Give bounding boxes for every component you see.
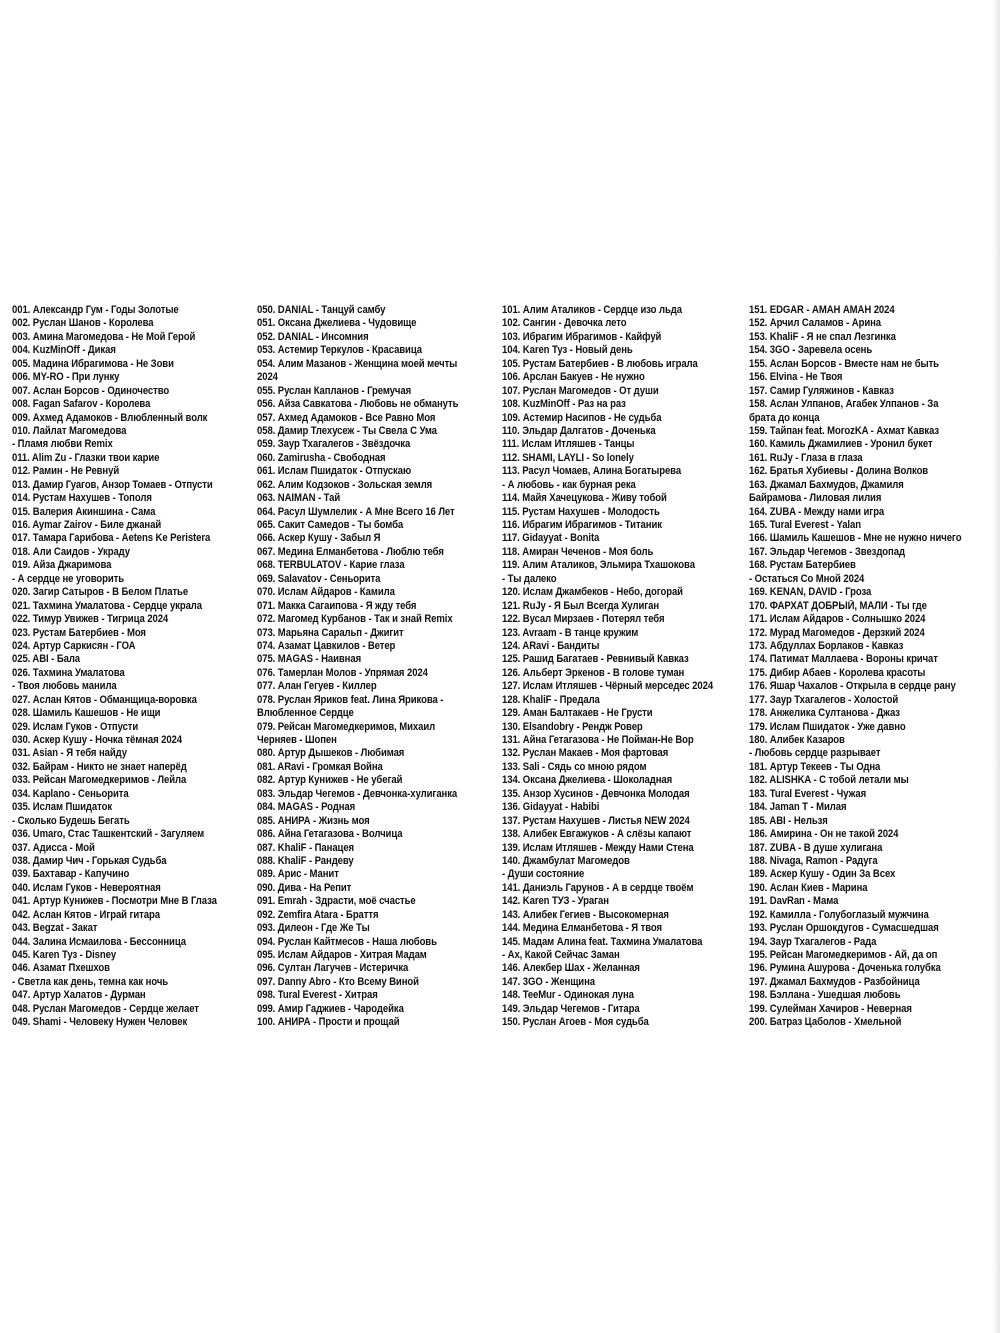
track-entry: 139. Ислам Итляшев - Между Нами Стена: [502, 841, 694, 854]
track-entry: 023. Рустам Батербиев - Моя: [12, 626, 146, 639]
track-entry: 176. Яшар Чахалов - Открыла в сердце рану: [749, 680, 956, 693]
track-entry: 100. АНИРА - Прости и прощай: [257, 1016, 400, 1029]
track-entry: 084. MAGAS - Родная: [257, 801, 356, 814]
track-entry: 129. Аман Балтакаев - Не Грусти: [502, 707, 653, 720]
track-entry: 183. Tural Everest - Чужая: [749, 787, 867, 800]
track-entry: 125. Рашид Багатаев - Ревнивый Кавказ: [502, 653, 689, 666]
track-entry: 200. Батраз Цаболов - Хмельной: [749, 1016, 902, 1029]
track-entry: - Любовь сердце разрывает: [749, 747, 881, 760]
track-entry: 175. Дибир Абаев - Королева красоты: [749, 666, 926, 679]
track-entry: 132. Руслан Макаев - Моя фартовая: [502, 747, 669, 760]
track-entry: 138. Алибек Евгажуков - А слёзы капают: [502, 828, 692, 841]
track-entry: 151. EDGAR - АМАН АМАН 2024: [749, 304, 895, 316]
track-entry: - Ах, Какой Сейчас Заман: [502, 949, 620, 961]
track-entry: 089. Арис - Манит: [257, 868, 339, 881]
track-entry: 106. Арслан Бакуев - Не нужно: [502, 371, 645, 384]
track-entry: 074. Азамат Цавкилов - Ветер: [257, 639, 396, 652]
track-entry: 083. Эльдар Чегемов - Девчонка-хулиганка: [257, 787, 458, 800]
track-entry: 104. Karen Туз - Новый день: [502, 344, 633, 357]
track-entry: 078. Руслан Яриков feat. Лина Ярикова -: [257, 693, 444, 706]
track-entry: 073. Марьяна Саральп - Джигит: [257, 626, 404, 639]
track-entry: 166. Шамиль Кашешов - Мне не нужно ничего: [749, 532, 962, 545]
track-entry: 040. Ислам Гуков - Невероятная: [12, 881, 161, 894]
track-entry: 037. Адисса - Мой: [12, 841, 95, 854]
track-entry: 109. Астемир Насипов - Не судьба: [502, 411, 662, 424]
track-entry: - Ты далеко: [502, 572, 557, 585]
track-entry: 161. RuJy - Глаза в глаза: [749, 451, 863, 464]
track-entry: 056. Айза Савкатова - Любовь не обмануть: [257, 398, 459, 411]
track-entry: 131. Айна Гетагазова - Не Пойман-Не Вор: [502, 734, 694, 746]
track-entry: 115. Рустам Нахушев - Молодость: [502, 505, 660, 518]
track-entry: 043. Begzat - Закат: [12, 922, 98, 935]
track-entry: 096. Султан Лагучев - Истеричка: [257, 962, 409, 975]
track-entry: 128. KhaliF - Предала: [502, 693, 600, 706]
track-entry: 092. Zemfira Atara - Браття: [257, 908, 379, 921]
track-entry: 157. Самир Гуляжинов - Кавказ: [749, 384, 894, 397]
track-entry: 181. Артур Текеев - Ты Одна: [749, 760, 881, 773]
track-entry: 018. Али Саидов - Украду: [12, 545, 130, 558]
track-entry: 102. Сангин - Девочка лето: [502, 317, 627, 330]
track-entry: 143. Алибек Гегиев - Высокомерная: [502, 908, 669, 921]
track-entry: 185. ABI - Нельзя: [749, 814, 828, 827]
track-entry: 099. Амир Гаджиев - Чародейка: [257, 1002, 404, 1015]
track-entry: 064. Расул Шумлелик - А Мне Всего 16 Лет: [257, 505, 455, 518]
track-entry: 057. Ахмед Адамоков - Все Равно Моя: [257, 411, 436, 424]
track-entry: 101. Алим Аталиков - Сердце изо льда: [502, 304, 682, 316]
track-entry: 164. ZUBA - Между нами игра: [749, 505, 885, 518]
track-entry: 116. Ибрагим Ибрагимов - Титаник: [502, 519, 662, 531]
track-entry: 150. Руслан Агоев - Моя судьба: [502, 1016, 649, 1029]
track-entry: - А сердце не уговорить: [12, 572, 124, 585]
track-entry: брата до конца: [749, 411, 820, 424]
track-entry: 028. Шамиль Кашешов - Не ищи: [12, 707, 161, 720]
track-entry: 046. Азамат Пхешхов: [12, 962, 110, 975]
track-entry: 172. Мурад Магомедов - Дерзкий 2024: [749, 626, 925, 639]
track-entry: 030. Аскер Кушу - Ночка тёмная 2024: [12, 734, 183, 746]
track-entry: 042. Аслан Кятов - Играй гитара: [12, 908, 160, 921]
track-entry: 137. Рустам Нахушев - Листья NEW 2024: [502, 814, 690, 827]
track-entry: 155. Аслан Борсов - Вместе нам не быть: [749, 357, 939, 370]
track-entry: 167. Эльдар Чегемов - Звездопад: [749, 545, 905, 558]
track-entry: 165. Tural Everest - Yalan: [749, 519, 861, 531]
track-entry: 193. Руслан Оршокдугов - Сумасшедшая: [749, 922, 939, 935]
track-entry: 075. MAGAS - Наивная: [257, 653, 362, 666]
track-entry: 197. Джамал Бахмудов - Разбойница: [749, 975, 920, 988]
track-entry: 055. Руслан Капланов - Гремучая: [257, 384, 412, 397]
track-entry: - Светла как день, темна как ночь: [12, 975, 169, 988]
track-entry: 066. Аскер Кушу - Забыл Я: [257, 532, 381, 545]
track-entry: 011. Alim Zu - Глазки твои карие: [12, 451, 160, 464]
track-entry: 119. Алим Аталиков, Эльмира Тхашокова: [502, 559, 695, 572]
track-entry: 031. Asian - Я тебя найду: [12, 747, 127, 760]
track-entry: 047. Артур Халатов - Дурман: [12, 989, 146, 1002]
track-entry: 059. Заур Тхагалегов - Звёздочка: [257, 438, 411, 451]
track-entry: 105. Рустам Батербиев - В любовь играла: [502, 357, 698, 370]
track-entry: Байрамова - Лиловая лилия: [749, 492, 882, 505]
track-entry: 070. Ислам Айдаров - Камила: [257, 586, 395, 599]
track-entry: 148. TeeMur - Одинокая луна: [502, 989, 634, 1002]
track-entry: 014. Рустам Нахушев - Тополя: [12, 492, 152, 505]
track-entry: 160. Камиль Джамилиев - Уронил букет: [749, 438, 933, 451]
track-entry: 133. Sali - Сядь со мною рядом: [502, 760, 647, 773]
track-entry: 194. Заур Тхагалегов - Рада: [749, 935, 877, 948]
track-entry: 081. ARavi - Громкая Война: [257, 760, 383, 773]
track-entry: 052. DANIAL - Инсомния: [257, 330, 369, 343]
track-entry: 053. Астемир Теркулов - Красавица: [257, 344, 422, 357]
track-entry: 001. Александр Гум - Годы Золотые: [12, 304, 179, 316]
track-entry: 117. Gidayyat - Bonita: [502, 532, 600, 545]
track-list: [12, 304, 992, 1044]
track-entry: 177. Заур Тхагалегов - Холостой: [749, 693, 899, 706]
track-entry: 113. Расул Чомаев, Алина Богатырева: [502, 465, 682, 478]
track-entry: 038. Дамир Чич - Горькая Судьба: [12, 854, 167, 867]
track-entry: 145. Мадам Алина feat. Тахмина Умалатова: [502, 935, 703, 948]
track-entry: 170. ФАРХАТ ДОБРЫЙ, МАЛИ - Ты где: [749, 599, 927, 612]
track-entry: 142. Karen ТУЗ - Ураган: [502, 895, 609, 908]
track-entry: 107. Руслан Магомедов - От души: [502, 384, 659, 397]
track-entry: 062. Алим Кодзоков - Зольская земля: [257, 478, 433, 491]
track-entry: 008. Fagan Safarov - Королева: [12, 398, 151, 411]
track-entry: - Пламя любви Remix: [12, 438, 113, 451]
track-entry: 171. Ислам Айдаров - Солнышко 2024: [749, 613, 926, 626]
track-entry: 051. Оксана Джелиева - Чудовище: [257, 317, 417, 330]
track-entry: 121. RuJy - Я Был Всегда Хулиган: [502, 599, 660, 612]
track-entry: - Твоя любовь манила: [12, 680, 117, 693]
track-entry: 120. Ислам Джамбеков - Небо, догорай: [502, 586, 683, 599]
track-entry: 017. Тамара Гарибова - Aetens Ke Peristera: [12, 532, 211, 545]
track-entry: 041. Артур Кунижев - Посмотри Мне В Глаза: [12, 895, 217, 908]
track-entry: 007. Аслан Борсов - Одиночество: [12, 384, 170, 397]
track-entry: 005. Мадина Ибрагимова - Не Зови: [12, 357, 174, 370]
track-entry: 010. Лайлат Магомедова: [12, 424, 127, 437]
track-entry: - А любовь - как бурная река: [502, 478, 636, 491]
track-entry: 035. Ислам Пшидаток: [12, 801, 113, 814]
track-entry: 002. Руслан Шанов - Королева: [12, 317, 154, 330]
track-entry: 045. Karen Туз - Disney: [12, 949, 117, 961]
track-entry: 144. Медина Елманбетова - Я твоя: [502, 922, 662, 935]
track-entry: 049. Shami - Человеку Нужен Человек: [12, 1016, 188, 1029]
track-entry: Влюбленное Сердце: [257, 707, 354, 720]
track-entry: 085. АНИРА - Жизнь моя: [257, 814, 370, 827]
track-entry: 169. KENAN, DAVID - Гроза: [749, 586, 872, 599]
track-entry: 068. TERBULATOV - Карие глаза: [257, 559, 405, 572]
track-entry: 032. Байрам - Никто не знает наперёд: [12, 760, 187, 773]
track-entry: 140. Джамбулат Магомедов: [502, 854, 630, 867]
track-entry: 108. KuzMinOff - Раз на раз: [502, 398, 626, 411]
scan-page-edge: [992, 0, 1000, 1333]
track-entry: 195. Рейсан Магомедкеримов - Ай, да оп: [749, 949, 938, 961]
track-entry: 025. ABI - Бала: [12, 653, 81, 666]
track-column-3: [502, 304, 744, 1030]
track-entry: 033. Рейсан Магомедкеримов - Лейла: [12, 774, 187, 787]
track-entry: 076. Тамерлан Молов - Упрямая 2024: [257, 666, 428, 679]
track-entry: 077. Алан Гегуев - Киллер: [257, 680, 377, 693]
track-entry: 065. Сакит Самедов - Ты бомба: [257, 519, 404, 531]
track-entry: 118. Амиран Чеченов - Моя боль: [502, 545, 654, 558]
track-entry: 186. Амирина - Он не такой 2024: [749, 828, 899, 841]
track-column-1: [12, 304, 254, 1030]
track-entry: 103. Ибрагим Ибрагимов - Кайфуй: [502, 330, 662, 343]
track-entry: 178. Анжелика Султанова - Джаз: [749, 707, 900, 720]
track-entry: 050. DANIAL - Танцуй самбу: [257, 304, 386, 316]
track-entry: 072. Магомед Курбанов - Так и знай Remix: [257, 613, 453, 626]
track-entry: 079. Рейсан Магомедкеримов, Михаил: [257, 720, 436, 733]
track-entry: 111. Ислам Итляшев - Танцы: [502, 438, 635, 451]
track-entry: 168. Рустам Батербиев: [749, 559, 856, 572]
track-entry: 088. KhaliF - Рандеву: [257, 854, 354, 867]
track-entry: 149. Эльдар Чегемов - Гитара: [502, 1002, 640, 1015]
track-entry: 048. Руслан Магомедов - Сердце желает: [12, 1002, 199, 1015]
track-entry: 013. Дамир Гуагов, Анзор Томаев - Отпусти: [12, 478, 213, 491]
track-entry: 123. Avraam - В танце кружим: [502, 626, 639, 639]
track-entry: 095. Ислам Айдаров - Хитрая Мадам: [257, 949, 427, 961]
track-entry: 061. Ислам Пшидаток - Отпускаю: [257, 465, 412, 478]
track-entry: 067. Медина Елманбетова - Люблю тебя: [257, 545, 444, 558]
track-entry: 093. Дилеон - Где Же Ты: [257, 922, 370, 935]
track-entry: 004. KuzMinOff - Дикая: [12, 344, 116, 357]
track-entry: 122. Вусал Мирзаев - Потерял тебя: [502, 613, 665, 626]
track-entry: 156. Elvina - Не Твоя: [749, 371, 843, 384]
track-entry: 029. Ислам Гуков - Отпусти: [12, 720, 139, 733]
track-entry: 198. Бэллана - Ушедшая любовь: [749, 989, 901, 1002]
track-entry: 190. Аслан Киев - Марина: [749, 881, 868, 894]
track-entry: 153. KhaliF - Я не спал Лезгинка: [749, 330, 896, 343]
track-entry: 158. Аслан Улпанов, Агабек Улпанов - За: [749, 398, 939, 411]
track-entry: 058. Дамир Тлехусеж - Ты Свела С Ума: [257, 424, 437, 437]
track-entry: 044. Залина Исмаилова - Бессонница: [12, 935, 186, 948]
track-entry: 020. Загир Сатыров - В Белом Платье: [12, 586, 189, 599]
track-entry: 012. Рамин - Не Ревнуй: [12, 465, 120, 478]
track-entry: 022. Тимур Увижев - Тигрица 2024: [12, 613, 169, 626]
track-entry: 087. KhaliF - Панацея: [257, 841, 355, 854]
track-entry: 034. Kaplano - Сеньорита: [12, 787, 129, 800]
track-entry: 086. Айна Гетагазова - Волчица: [257, 828, 403, 841]
track-column-4: [749, 304, 991, 1030]
track-entry: 147. 3GO - Женщина: [502, 975, 595, 988]
track-entry: 063. NAIMAN - Тай: [257, 492, 341, 505]
track-entry: 130. Elsandobry - Рендж Ровер: [502, 720, 643, 733]
track-entry: 003. Амина Магомедова - Не Мой Герой: [12, 330, 196, 343]
track-entry: - Души состояние: [502, 868, 585, 881]
track-entry: 188. Nivaga, Ramon - Радуга: [749, 854, 878, 867]
track-entry: 094. Руслан Кайтмесов - Наша любовь: [257, 935, 437, 948]
track-column-2: [257, 304, 499, 1030]
track-entry: 182. ALISHKA - С тобой летали мы: [749, 774, 909, 787]
track-entry: 026. Тахмина Умалатова: [12, 666, 125, 679]
track-entry: 027. Аслан Кятов - Обманщица-воровка: [12, 693, 197, 706]
track-entry: 141. Даниэль Гарунов - А в сердце твоём: [502, 881, 694, 894]
track-entry: 091. Emrah - Здрасти, моё счастье: [257, 895, 416, 908]
track-entry: 199. Сулейман Хачиров - Неверная: [749, 1002, 912, 1015]
track-entry: 114. Майя Хачецукова - Живу тобой: [502, 492, 667, 505]
track-entry: 060. Zamirusha - Свободная: [257, 451, 386, 464]
track-entry: 097. Danny Abro - Кто Всему Виной: [257, 975, 419, 988]
track-entry: 036. Umaro, Стас Ташкентский - Загуляем: [12, 828, 205, 841]
track-entry: 192. Камилла - Голубоглазый мужчина: [749, 908, 929, 921]
track-entry: 180. Алибек Казаров: [749, 734, 845, 746]
track-entry: 136. Gidayyat - Habibi: [502, 801, 600, 814]
track-entry: 080. Артур Дышеков - Любимая: [257, 747, 405, 760]
track-entry: 015. Валерия Акиншина - Сама: [12, 505, 156, 518]
track-entry: 174. Патимат Маллаева - Вороны кричат: [749, 653, 938, 666]
track-entry: 2024: [257, 371, 278, 384]
track-entry: 069. Salavatov - Сеньорита: [257, 572, 381, 585]
track-entry: - Сколько Будешь Бегать: [12, 814, 130, 827]
track-entry: 021. Тахмина Умалатова - Сердце украла: [12, 599, 203, 612]
track-entry: 124. ARavi - Бандиты: [502, 639, 600, 652]
track-entry: 152. Арчил Саламов - Арина: [749, 317, 882, 330]
track-entry: 112. SHAMI, LAYLI - So lonely: [502, 451, 634, 464]
track-entry: - Остаться Со Мной 2024: [749, 572, 865, 585]
track-entry: 126. Альберт Эркенов - В голове туман: [502, 666, 685, 679]
track-entry: 127. Ислам Итляшев - Чёрный мерседес 2024: [502, 680, 714, 693]
track-entry: 135. Анзор Хусинов - Девчонка Молодая: [502, 787, 690, 800]
track-entry: 054. Алим Мазанов - Женщина моей мечты: [257, 357, 458, 370]
track-entry: 159. Тайпан feat. MorozKA - Ахмат Кавказ: [749, 424, 940, 437]
track-entry: 009. Ахмед Адамоков - Влюбленный волк: [12, 411, 208, 424]
track-entry: 163. Джамал Бахмудов, Джамиля: [749, 478, 904, 491]
track-entry: 196. Румина Ашурова - Доченька голубка: [749, 962, 941, 975]
track-entry: 071. Макка Сагаипова - Я жду тебя: [257, 599, 417, 612]
track-entry: 024. Артур Саркисян - ГОА: [12, 639, 136, 652]
track-entry: Черняев - Шопен: [257, 734, 337, 746]
track-entry: 179. Ислам Пшидаток - Уже давно: [749, 720, 906, 733]
track-entry: 090. Дива - На Репит: [257, 881, 352, 894]
track-entry: 187. ZUBA - В душе хулигана: [749, 841, 883, 854]
track-entry: 154. 3GO - Заревела осень: [749, 344, 873, 357]
track-entry: 191. DavRan - Мама: [749, 895, 839, 908]
track-entry: 098. Tural Everest - Хитрая: [257, 989, 378, 1002]
track-entry: 006. MY-RO - При лунку: [12, 371, 120, 384]
track-entry: 110. Эльдар Далгатов - Доченька: [502, 424, 656, 437]
track-entry: 134. Оксана Джелиева - Шоколадная: [502, 774, 673, 787]
track-entry: 019. Айза Джаримова: [12, 559, 112, 572]
track-entry: 189. Аскер Кушу - Один За Всех: [749, 868, 896, 881]
track-entry: 082. Артур Кунижев - Не убегай: [257, 774, 403, 787]
track-entry: 184. Jaman T - Милая: [749, 801, 847, 814]
track-entry: 146. Алекбер Шах - Желанная: [502, 962, 640, 975]
track-entry: 162. Братья Хубиевы - Долина Волков: [749, 465, 929, 478]
track-entry: 039. Бахтавар - Капучино: [12, 868, 130, 881]
track-entry: 016. Aymar Zairov - Биле джанай: [12, 519, 162, 531]
track-entry: 173. Абдуллах Борлаков - Кавказ: [749, 639, 904, 652]
